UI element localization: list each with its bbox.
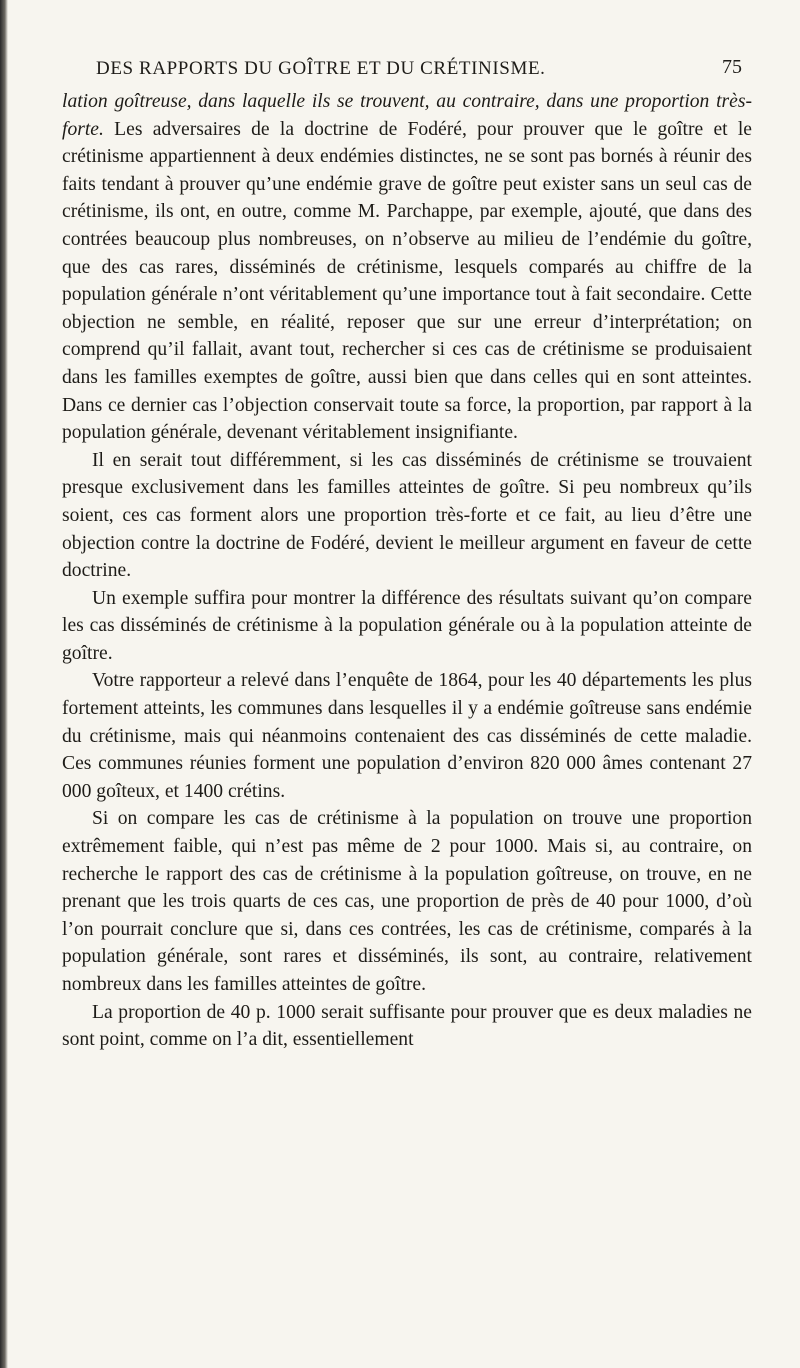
paragraph-6: La proportion de 40 p. 1000 serait suffisante pour prouver que es deux maladies ne sont point, comme on l’a dit, essentiellement [62, 1001, 752, 1051]
paragraph-3: Un exemple suffira pour montrer la différence des résultats suivant qu’on compare les cas disséminés de crétinisme à la population générale ou à la population atteinte de goître. [62, 587, 752, 664]
page-header [96, 58, 742, 82]
paragraph-1-text: Les adversaires de la doctrine de Fodéré, pour prouver que le goître et le crétinisme appartiennent à deux endémies distinctes, ne se sont pas bornés à réunir des faits tendant à prouver qu’une endémie grave de goître peut exister sans un seul cas de crétinisme, ils ont, en outre, comme M. Parchappe, par exemple, ajouté, que dans des contrées beaucoup plus nombreuses, on n’observe au milieu de l’endémie du goître, que des cas rares, disséminés de crétinisme, lesquels comparés au chiffre de la population générale n’ont véritablement qu’une importance tout à fait secondaire. Cette objection ne semble, en réalité, reposer que sur une erreur d’interprétation; on comprend qu’il fallait, avant tout, rechercher si ces cas de crétinisme se produisaient dans les familles exemptes de goître, aussi bien que dans celles qui en sont atteintes. Dans ce dernier cas l’objection conservait toute sa force, la proportion, par rapport à la population générale, devenant véritablement insignifiante. [62, 118, 752, 444]
paragraph-1 [62, 88, 752, 447]
paragraph-5: Si on compare les cas de crétinisme à la population on trouve une proportion extrêmement faible, qui n’est pas même de 2 pour 1000. Mais si, au contraire, on recherche le rapport des cas de crétinisme à la population goîtreuse, on trouve, en ne prenant que les trois quarts de ces cas, une proportion de près de 40 pour 1000, d’où l’on pourrait conclure que si, dans ces contrées, les cas de crétinisme, comparés à la population générale, sont rares et disséminés, ils sont, au contraire, relativement nombreux dans les familles atteintes de goître. [62, 808, 752, 995]
running-head: DES RAPPORTS DU GOÎTRE ET DU CRÉTINISME. [96, 58, 546, 79]
paragraph-4: Votre rapporteur a relevé dans l’enquête de 1864, pour les 40 départements les plus fortement atteints, les communes dans lesquelles il y a endémie goîtreuse sans endémie du crétinisme, mais qui néanmoins contenaient des cas disséminés de cette maladie. Ces communes réunies forment une population d’environ 820 000 âmes contenant 27 000 goîteux, et 1400 crétins. [62, 670, 752, 802]
paragraph-2: Il en serait tout différemment, si les cas disséminés de crétinisme se trouvaient presque exclusivement dans les familles atteintes de goître. Si peu nombreux qu’ils soient, ces cas forment alors une proportion très-forte et ce fait, au lieu d’être une objection contre la doctrine de Fodéré, devient le meilleur argument en faveur de cette doctrine. [62, 449, 752, 582]
page-number: 75 [722, 56, 742, 78]
body-text [62, 88, 752, 1054]
paragraph-1-italic-lead: lation goîtreuse, dans laquelle ils se trouvent, au contraire, dans une proportion très-forte. [62, 91, 752, 140]
page-binding-edge [0, 0, 8, 1368]
